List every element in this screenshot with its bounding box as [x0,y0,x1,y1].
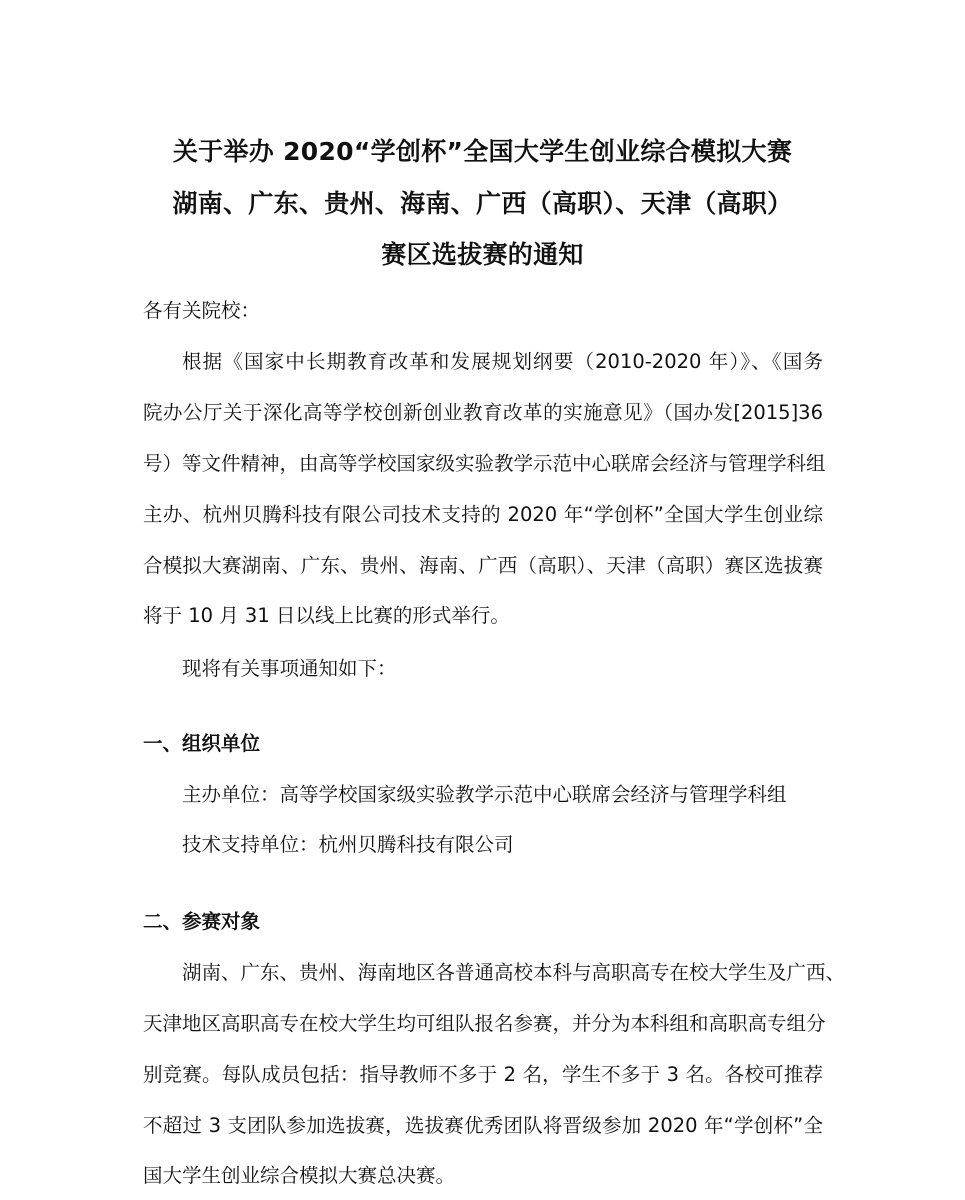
participants-line: 湖南、广东、贵州、海南地区各普通高校本科与高职高专在校大学生及广西、 [182,961,846,984]
intro-line: 合模拟大赛湖南、广东、贵州、海南、广西（高职）、天津（高职）赛区选拔赛 [143,554,823,577]
document-title-line-2: 湖南、广东、贵州、海南、广西（高职）、天津（高职） [172,189,793,218]
participants-line: 国大学生创业综合模拟大赛总决赛。 [143,1164,456,1187]
intro-line: 院办公厅关于深化高等学校创新创业教育改革的实施意见》（国办发[2015]36 [143,401,823,424]
section-heading-participants: 二、参赛对象 [143,910,261,933]
participants-line: 别竞赛。每队成员包括：指导教师不多于 2 名，学生不多于 3 名。各校可推荐 [143,1063,823,1086]
host-organizer: 主办单位：高等学校国家级实验教学示范中心联席会经济与管理学科组 [182,783,787,806]
participants-line: 不超过 3 支团队参加选拔赛，选拔赛优秀团队将晋级参加 2020 年“学创杯”全 [143,1114,823,1137]
salutation: 各有关院校： [143,299,261,322]
intro-line: 号）等文件精神，由高等学校国家级实验教学示范中心联席会经济与管理学科组 [143,452,826,475]
document-title-line-1: 关于举办 2020“学创杯”全国大学生创业综合模拟大赛 [172,137,793,166]
participants-line: 天津地区高职高专在校大学生均可组队报名参赛，并分为本科组和高职高专组分 [143,1012,826,1035]
intro-line: 将于 10 月 31 日以线上比赛的形式举行。 [143,604,510,627]
tech-support-organizer: 技术支持单位：杭州贝腾科技有限公司 [182,833,514,856]
intro-line: 主办、杭州贝腾科技有限公司技术支持的 2020 年“学创杯”全国大学生创业综 [143,503,823,526]
section-heading-organizers: 一、组织单位 [143,732,261,755]
notice-lead: 现将有关事项通知如下： [182,657,397,680]
intro-line: 根据《国家中长期教育改革和发展规划纲要（2010-2020 年）》、《国务 [182,350,823,373]
document-title-line-3: 赛区选拔赛的通知 [381,240,584,269]
